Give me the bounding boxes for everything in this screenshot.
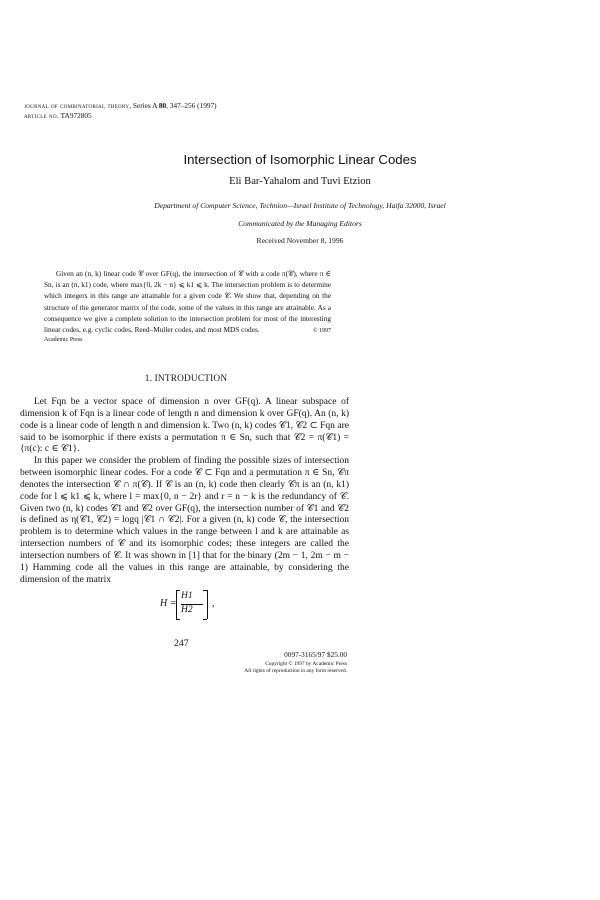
copyright-line: Copyright © 1997 by Academic Press [265,661,347,667]
equation-lhs: H = [160,598,177,609]
copyright-notice [150,661,347,675]
received-date: Received November 8, 1996 [256,236,344,245]
equation-trail: , [212,598,215,609]
journal-volume: 80 [158,101,167,110]
body-paragraph-2: In this paper we consider the problem of finding the possible sizes of intersection between isomorphic linear codes. For a code 𝒞 ⊂ Fqn and a permutation π ∈ Sn, 𝒞π denotes the intersection 𝒞 ∩ π(𝒞). If 𝒞 is an (n, k) code then clearly 𝒞π is an (n, k1) code for l ⩽ k1 ⩽ k, where l = max{0, n − 2r} and r = n − k is the redundancy of 𝒞. Given two (n, k) codes 𝒞1 and 𝒞2 over GF(q), the intersection number of 𝒞1 and 𝒞2 is defined as η(𝒞1, 𝒞2) = logq |𝒞1 ∩ 𝒞2|. For a given (n, k) code 𝒞, the intersection problem is to determine which values in the range between l and k are attainable as intersection numbers of 𝒞 and its isomorphic codes; these integers are called the intersection numbers of 𝒞. It was shown in [1] that for the binary (2m − 1, 2m − m − 1) Hamming code all the values in this range are attainable, by considering the dimension of the matrix [20,456,349,585]
journal-pages-year: , 347–256 (1997) [166,101,217,110]
rights-line: All rights of reproduction in any form reserved. [244,668,347,674]
paper-authors: Eli Bar-Yahalom and Tuvi Etzion [229,176,371,187]
bracket-cap [203,590,207,591]
article-number [24,111,354,121]
author-affiliation: Department of Computer Science, Technion—Israel Institute of Technology, Haifa 32000, Israel [154,201,446,210]
article-id: TA972805 [58,111,92,120]
abstract-text: Given an (n, k) linear code 𝒞 over GF(q), the intersection of 𝒞 with a code π(𝒞), where π ∈ Sn, is an (n, k1) code, where max{0, 2k − n} ⩽ k1 ⩽ k. The intersection problem is to determine which integers in this range are attainable for a given code 𝒞. We show that, depending on the structure of the generator matrix of the code, some of the values in this range are attainable. As a consequence we give a complete solution to the intersection problem for most of the interesting linear codes, e.g. cyclic codes, Reed–Muller codes, and most MDS codes. [44,269,331,335]
body-text [20,397,349,587]
paper-title: Intersection of Isomorphic Linear Codes [183,152,417,167]
page-number: 247 [174,638,189,649]
article-price: 0097-3165/97 $25.00 [284,650,347,659]
matrix-equation [160,590,280,620]
journal-name: journal of combinatorial theory [24,101,130,110]
journal-series: , Series A [129,101,159,110]
journal-citation [24,101,354,111]
journal-header [24,101,354,121]
article-label: article no. [24,111,59,120]
bracket-cap [176,590,180,591]
abstract [44,268,331,346]
body-paragraph-1: Let Fqn be a vector space of dimension n over GF(q). A linear subspace of dimension k of Fqn is a linear code of length n and dimension k over GF(q). An (n, k) code is a linear code of length n and dimension k. Two (n, k) codes 𝒞1, 𝒞2 ⊂ Fqn are said to be isomorphic if there exists a permutation π ∈ Sn, such that 𝒞2 = π(𝒞1) = {π(c): c ∈ 𝒞1}. [20,397,349,455]
communicated-by: Communicated by the Managing Editors [238,219,362,228]
equation-bottom: H2 [181,605,193,615]
abstract-copyright-note: © 1997 [312,328,331,335]
abstract-copyright [301,324,331,337]
equation-top: H1 [181,591,193,601]
bracket-cap [203,619,207,620]
section-heading: 1. INTRODUCTION [144,374,228,384]
bracket-cap [176,619,180,620]
abstract-publisher: Academic Press [44,337,83,344]
